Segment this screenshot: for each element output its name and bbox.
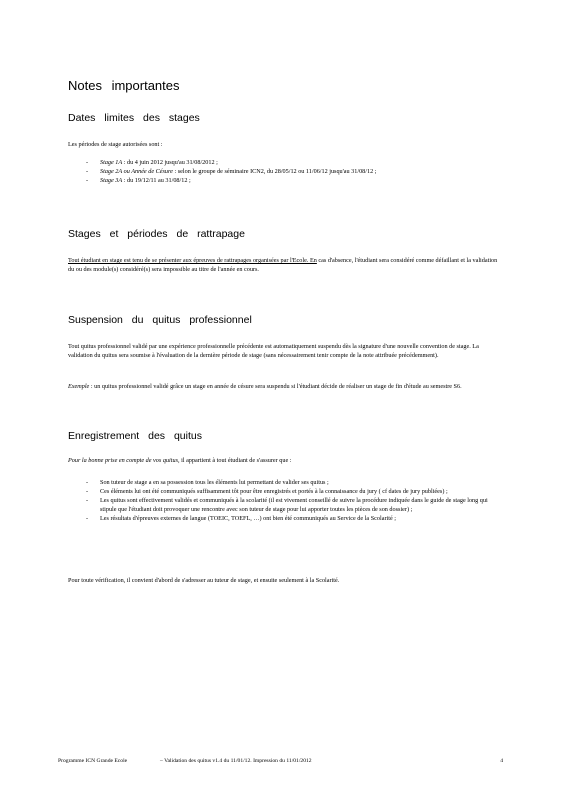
section-heading-rattrapage: Stages et périodes de rattrapage <box>68 228 245 240</box>
underlined-text: Tout étudiant en stage est tenu de se présenter aux épreuves de rattrapages organisées par l'Ecole. En <box>68 257 317 264</box>
example-text: : un quitus professionnel validé grâce un stage en année de césure sera suspendu si l'étudiant décide de réaliser un stage de fin d'étude au semestre S6. <box>90 383 462 390</box>
suspension-paragraph: Tout quitus professionnel validé par une expérience professionnelle précédente est automatiquement suspendu dès la signature d'une nouvelle convention de stage. La validation du quitus sera soumise à l'évaluation de la dernière période de stage (sans nécessairement tenir compte de la note attribuée précédemment). <box>68 343 479 359</box>
item-label: Stage 2A ou Année de Césure <box>100 168 173 175</box>
item-text: : du 4 juin 2012 jusqu'au 31/08/2012 ; <box>123 159 218 166</box>
list-item: - Son tuteur de stage a en sa possession tous les éléments lui permettant de valider ses quitus ; <box>86 479 329 486</box>
item-text: Les résultats d'épreuves externes de langue (TOEIC, TOEFL, …) ont bien été communiqués au Service de la Scolarité ; <box>100 515 396 522</box>
item-text: : selon le groupe de séminaire ICN2, du 28/05/12 ou 11/06/12 jusqu'au 31/08/12 ; <box>174 168 377 175</box>
item-text: Les quitus sont effectivement validés et communiqués à la scolarité (il est vivement conseillé de suivre la procédure indiquée dans le guide de stage long qui stipule que l'étudiant doit provoquer une rencontre avec son tuteur de stage pour lui apporter toutes les pièces de son dossier) ; <box>100 497 488 513</box>
page-number: 4 <box>500 758 503 764</box>
footer-version: – Validation des quitus v1.4 du 11/01/12. Impression du 11/01/2012 <box>160 758 312 764</box>
list-item: - Stage 1A : du 4 juin 2012 jusqu'au 31/08/2012 ; <box>86 159 218 166</box>
enregistrement-intro <box>68 456 498 465</box>
item-text: : du 19/12/11 au 31/08/12 ; <box>123 177 191 184</box>
section-intro: Les périodes de stage autorisées sont : <box>68 141 163 148</box>
item-text: Ces éléments lui ont été communiqués suffisamment tôt pour être enregistrés et portés à la connaissance du jury ( cf dates de jury publiées) ; <box>100 488 448 495</box>
intro-text: , il appartient à tout étudiant de s'assurer que : <box>177 457 292 464</box>
list-item: - Ces éléments lui ont été communiqués suffisamment tôt pour être enregistrés et portés à la connaissance du jury ( cf dates de jury publiées) ; <box>86 488 448 495</box>
example-label: Exemple <box>68 383 90 390</box>
stage-periods-list <box>68 158 498 185</box>
page-title: Notes importantes <box>68 78 180 93</box>
rattrapage-paragraph <box>68 256 498 274</box>
section-heading-dates-limites: Dates limites des stages <box>68 112 200 124</box>
quitus-checklist <box>68 478 498 523</box>
example-paragraph <box>68 382 498 391</box>
section-heading-enregistrement: Enregistrement des quitus <box>68 430 202 442</box>
list-item: - Les quitus sont effectivement validés et communiqués à la scolarité (il est vivement conseillé de suivre la procédure indiquée dans le guide de stage long qui stipule que l'étudiant doit provoquer une rencontre avec son tuteur de stage pour lui apporter toutes les pièces de son dossier) ; <box>86 497 488 513</box>
section-heading-suspension: Suspension du quitus professionnel <box>68 314 252 326</box>
list-item: - Stage 3A : du 19/12/11 au 31/08/12 ; <box>86 177 191 184</box>
list-item: - Les résultats d'épreuves externes de langue (TOEIC, TOEFL, …) ont bien été communiqués au Service de la Scolarité ; <box>86 515 396 522</box>
intro-italic: Pour la bonne prise en compte de vos quitus <box>68 457 178 464</box>
paragraph-text: cas d'absence, l'étudiant sera considéré comme défaillant et la validation du ou des module(s) considéré(s) sera impossible au titre de l'année en cours. <box>68 257 498 273</box>
item-label: Stage 1A <box>100 159 123 166</box>
item-label: Stage 3A <box>100 177 123 184</box>
footer-program: Programme ICN Grande Ecole <box>58 758 128 764</box>
list-item: - Stage 2A ou Année de Césure : selon le groupe de séminaire ICN2, du 28/05/12 ou 11/06/12 jusqu'au 31/08/12 ; <box>86 168 377 175</box>
item-text: Son tuteur de stage a en sa possession tous les éléments lui permettant de valider ses quitus ; <box>100 479 329 486</box>
closing-paragraph: Pour toute vérification, il convient d'abord de s'adresser au tuteur de stage, et ensuite seulement à la Scolarité. <box>68 577 340 584</box>
